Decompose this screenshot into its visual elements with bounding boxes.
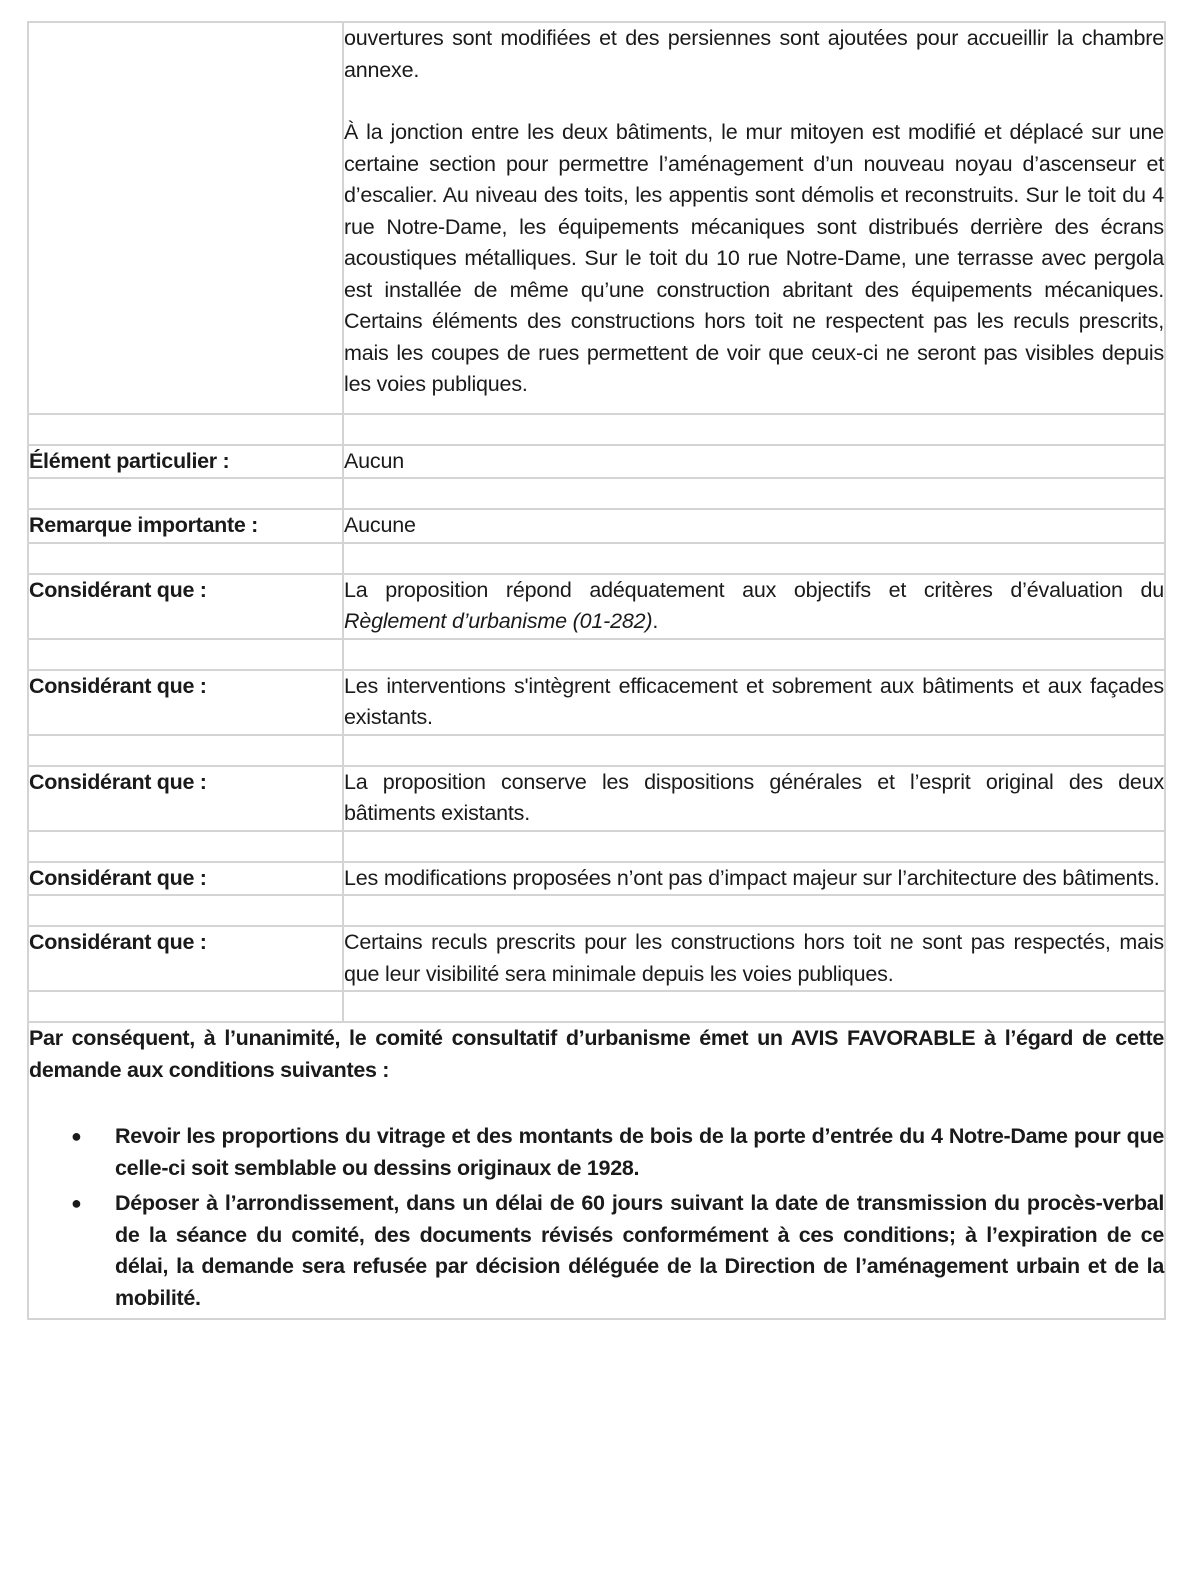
description-value bbox=[343, 22, 1165, 414]
conclusion-cell bbox=[28, 1022, 1165, 1319]
row-value: La proposition conserve les dispositions générales et l’esprit original des deux bâtiments existants. bbox=[343, 766, 1165, 831]
condition-item bbox=[71, 1188, 1164, 1314]
description-paragraph: ouvertures sont modifiées et des persiennes sont ajoutées pour accueillir la chambre annexe. bbox=[344, 26, 1164, 82]
conclusion-row bbox=[28, 1022, 1165, 1319]
bylaw-reference: Règlement d’urbanisme (01-282) bbox=[344, 609, 653, 633]
row-value: Les interventions s'intègrent efficacement et sobrement aux bâtiments et aux façades existants. bbox=[343, 670, 1165, 735]
row-label: Considérant que : bbox=[28, 766, 343, 831]
spacer-row bbox=[28, 831, 1165, 862]
row-value-suffix: . bbox=[652, 609, 659, 633]
table-row bbox=[28, 766, 1165, 831]
description-paragraph: À la jonction entre les deux bâtiments, le mur mitoyen est modifié et déplacé sur une certaine section pour permettre l’aménagement d’un nouveau noyau d’ascenseur et d’escalier. Au niveau des toits, les appentis sont démolis et reconstruits. Sur le toit du 4 rue Notre-Dame, les équipements mécaniques sont distribués derrière des écrans acoustiques métalliques. Sur le toit du 10 rue Notre-Dame, une terrasse avec pergola est installée de même qu’une construction abritant des équipements mécaniques. Certains éléments des constructions hors toit ne respectent pas les reculs prescrits, mais les coupes de rues permettent de voir que ceux-ci ne seront pas visibles depuis les voies publiques. bbox=[344, 120, 1164, 396]
condition-item bbox=[71, 1121, 1164, 1184]
row-value bbox=[343, 574, 1165, 639]
spacer-row bbox=[28, 991, 1165, 1022]
description-label bbox=[28, 22, 343, 414]
row-value: Aucune bbox=[343, 509, 1165, 543]
row-label: Remarque importante : bbox=[28, 509, 343, 543]
spacer-row bbox=[28, 735, 1165, 766]
spacer-row bbox=[28, 639, 1165, 670]
row-label: Considérant que : bbox=[28, 670, 343, 735]
table-row bbox=[28, 926, 1165, 991]
description-row bbox=[28, 22, 1165, 414]
row-value: Certains reculs prescrits pour les constructions hors toit ne sont pas respectés, mais que leur visibilité sera minimale depuis les voies publiques. bbox=[343, 926, 1165, 991]
spacer-row bbox=[28, 543, 1165, 574]
table-row bbox=[28, 445, 1165, 479]
conclusion-intro: Par conséquent, à l’unanimité, le comité consultatif d’urbanisme émet un AVIS FAVORABLE à l’égard de cette demande aux conditions suivantes : bbox=[29, 1026, 1164, 1082]
row-label: Considérant que : bbox=[28, 862, 343, 896]
spacer-row bbox=[28, 478, 1165, 509]
condition-text: Déposer à l’arrondissement, dans un délai de 60 jours suivant la date de transmission du procès-verbal de la séance du comité, des documents révisés conformément à ces conditions; à l’expiration de ce délai, la demande sera refusée par décision déléguée de la Direction de l’aménagement urbain et de la mobilité. bbox=[115, 1191, 1164, 1310]
table-row bbox=[28, 574, 1165, 639]
row-label: Considérant que : bbox=[28, 926, 343, 991]
row-label: Considérant que : bbox=[28, 574, 343, 639]
bullet-icon: ● bbox=[71, 1193, 82, 1213]
spacer-row bbox=[28, 414, 1165, 445]
decision-table bbox=[27, 21, 1166, 1320]
spacer-row bbox=[28, 895, 1165, 926]
table-row bbox=[28, 509, 1165, 543]
row-label: Élément particulier : bbox=[28, 445, 343, 479]
row-value: Aucun bbox=[343, 445, 1165, 479]
bullet-icon: ● bbox=[71, 1126, 82, 1146]
table-row bbox=[28, 670, 1165, 735]
condition-text: Revoir les proportions du vitrage et des montants de bois de la porte d’entrée du 4 Notre-Dame pour que celle-ci soit semblable ou dessins originaux de 1928. bbox=[115, 1124, 1164, 1180]
row-value: Les modifications proposées n’ont pas d’impact majeur sur l’architecture des bâtiments. bbox=[343, 862, 1165, 896]
row-value-text: La proposition répond adéquatement aux objectifs et critères d’évaluation du bbox=[344, 577, 1164, 602]
conditions-list bbox=[29, 1121, 1164, 1314]
table-row bbox=[28, 862, 1165, 896]
